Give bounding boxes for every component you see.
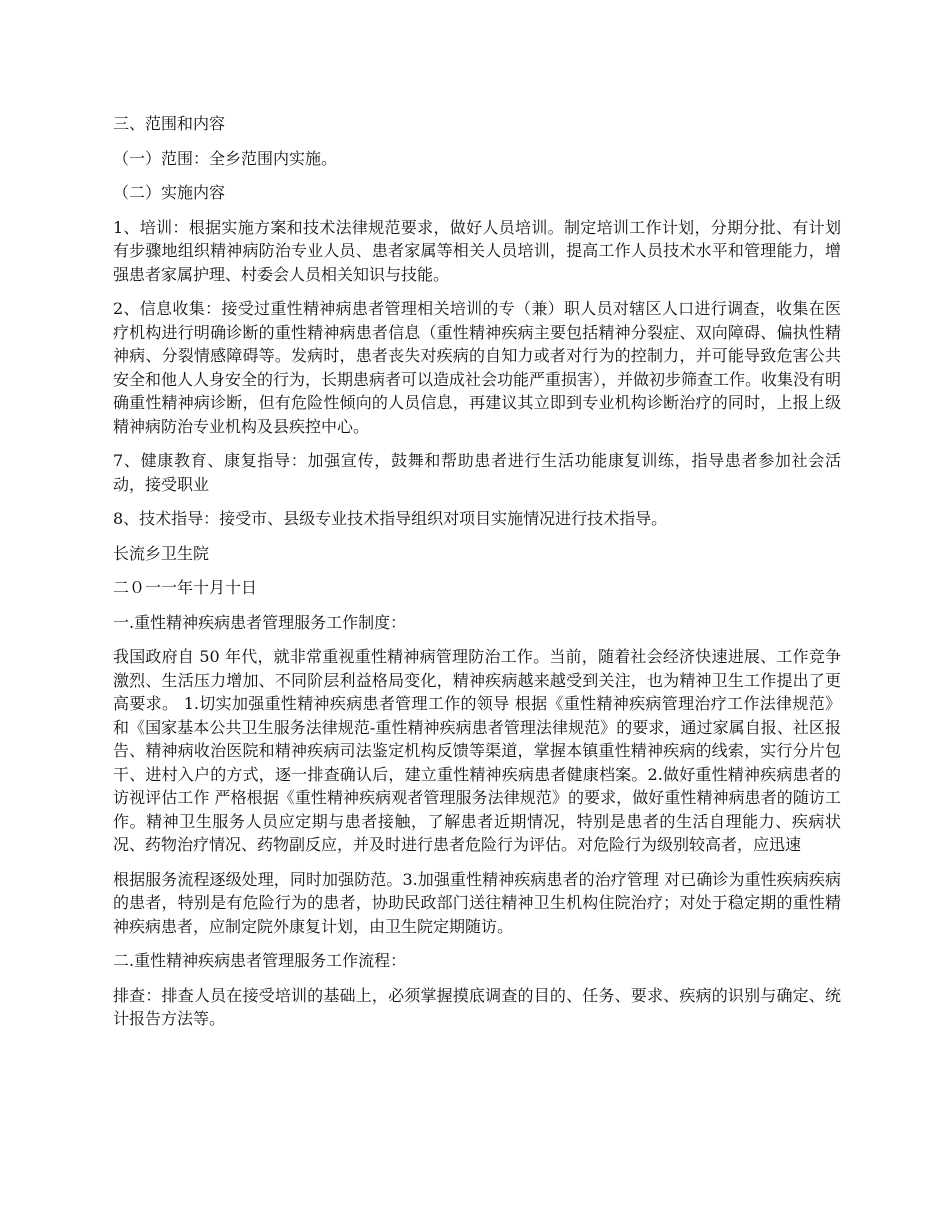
training-paragraph: 1、培训：根据实施方案和技术法律规范要求，做好人员培训。制定培训工作计划，分期分批、有计划有步骤地组织精神病防治专业人员、患者家属等相关人员培训，提高工作人员技术水平和管理能力，增强患者家属护理、村委会人员相关知识与技能。 bbox=[113, 217, 841, 284]
organization-signature: 长流乡卫生院 bbox=[113, 543, 210, 563]
info-collection-paragraph: 2、信息收集：接受过重性精神病患者管理相关培训的专（兼）职人员对辖区人口进行调查，收集在医疗机构进行明确诊断的重性精神病患者信息（重性精神疾病主要包括精神分裂症、双向障碍、偏执性精神病、分裂情感障碍等。发病时，患者丧失对疾病的自知力或者对行为的控制力，并可能导致危害公共安全和他人人身安全的行为，长期患病者可以造成社会功能严重损害），并做初步筛查工作。收集没有明确重性精神病诊断，但有危险性倾向的人员信息，再建议其立即到专业机构诊断治疗的同时，上报上级精神病防治专业机构及县疾控中心。 bbox=[113, 299, 842, 436]
health-education-paragraph: 7、健康教育、康复指导：加强宣传，鼓舞和帮助患者进行生活功能康复训练，指导患者参加社会活动，接受职业 bbox=[113, 451, 841, 494]
workflow-heading: 二.重性精神疾病患者管理服务工作流程： bbox=[113, 951, 407, 970]
management-system-continued-paragraph: 根据服务流程逐级处理，同时加强防范。3.加强重性精神疾病患者的治疗管理 对已确诊为重性疾病疾病的患者，特别是有危险行为的患者，协助民政部门送往精神卫生机构住院治疗；对处于稳定期的重性精神疾病患者，应制定院外康复计划，由卫生院定期随访。 bbox=[113, 869, 841, 936]
section-heading-scope: 三、范围和内容 bbox=[113, 114, 226, 133]
technical-guidance-paragraph: 8、技术指导：接受市、县级专业技术指导组织对项目实施情况进行技术指导。 bbox=[113, 509, 668, 528]
screening-paragraph: 排查：排查人员在接受培训的基础上，必须掌握摸底调查的目的、任务、要求、疾病的识别与确定、统计报告方法等。 bbox=[113, 985, 841, 1028]
document-page bbox=[113, 112, 841, 1042]
management-system-paragraph: 我国政府自 50 年代，就非常重视重性精神病管理防治工作。当前，随着社会经济快速进展、工作竞争激烈、生活压力增加、不同阶层利益格局变化，精神疾病越来越受到关注，也为精神卫生工作提出了更高要求。 1.切实加强重性精神疾病患者管理工作的领导 根据《重性精神疾病管理治疗工作法律规范》和《国家基本公共卫生服务法律规范-重性精神疾病患者管理法律规范》的要求，通过家属自报、社区报告、精神病收治医院和精神疾病司法鉴定机构反馈等渠道，掌握本镇重性精神疾病的线索，实行分片包干、进村入户的方式，逐一排查确认后，建立重性精神疾病患者健康档案。2.做好重性精神疾病患者的访视评估工作 严格根据《重性精神疾病观者管理服务法律规范》的要求，做好重性精神病患者的随访工作。精神卫生服务人员应定期与患者接触，了解患者近期情况，特别是患者的生活自理能力、疾病状况、药物治疗情况、药物副反应，并及时进行患者危险行为评估。对危险行为级别较高者，应迅速 bbox=[113, 647, 841, 854]
scope-paragraph: （一）范围：全乡范围内实施。 bbox=[113, 148, 338, 168]
document-date: 二０一一年十月十日 bbox=[113, 578, 258, 597]
management-system-heading: 一.重性精神疾病患者管理服务工作制度： bbox=[113, 612, 407, 632]
implementation-heading: （二）实施内容 bbox=[113, 183, 226, 202]
